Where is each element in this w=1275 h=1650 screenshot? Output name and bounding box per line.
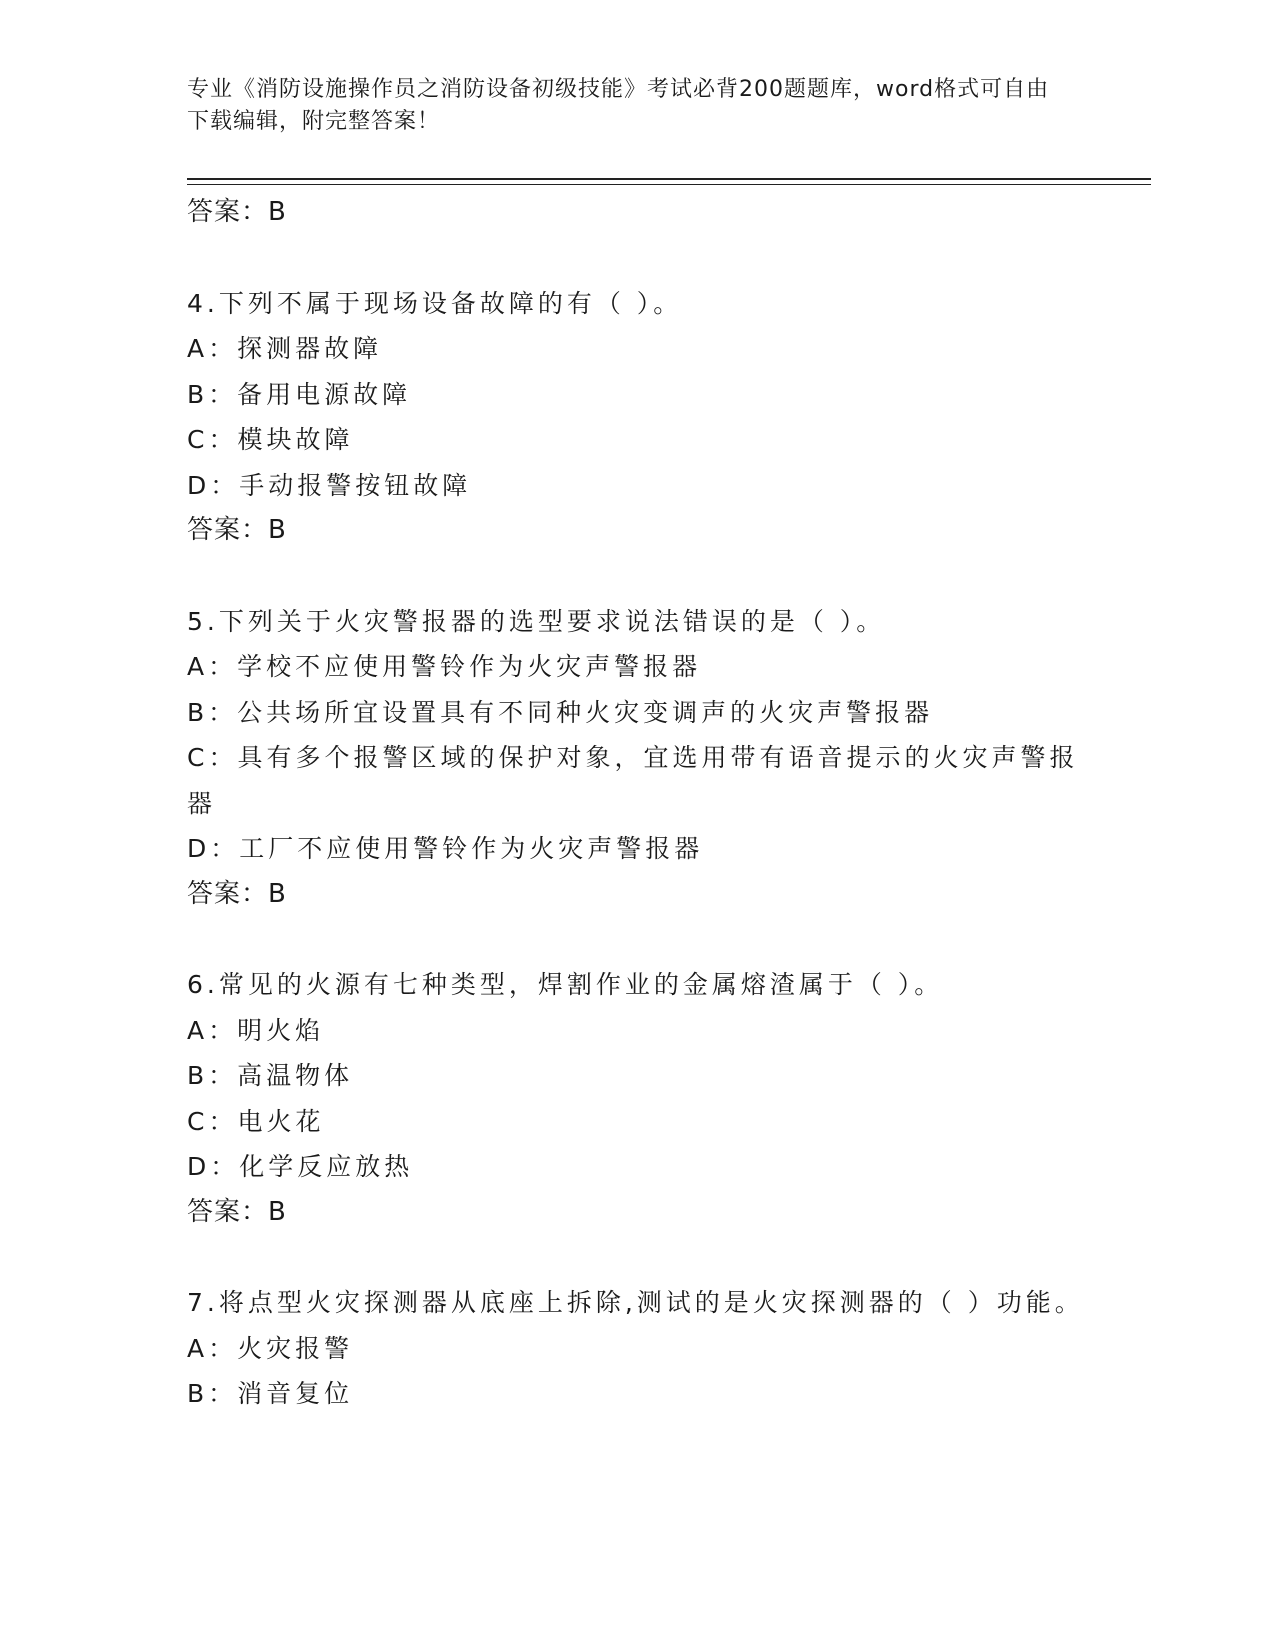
answer-line: 答案：B — [187, 197, 287, 227]
option-c: C：具有多个报警区域的保护对象，宜选用带有语音提示的火灾声警报器 — [187, 743, 1079, 818]
option-c: C：电火花 — [187, 1106, 325, 1136]
option-d: D：化学反应放热 — [187, 1152, 414, 1181]
question-5 — [187, 599, 1087, 918]
option-a: A：学校不应使用警铃作为火灾声警报器 — [187, 652, 702, 681]
question-stem: 7.将点型火灾探测器从底座上拆除,测试的是火灾探测器的（ ）功能。 — [187, 1288, 1084, 1317]
option-a: A：明火焰 — [187, 1015, 325, 1045]
question-7 — [187, 1280, 1087, 1417]
option-c: C：模块故障 — [187, 425, 354, 454]
option-a: A：火灾报警 — [187, 1333, 354, 1363]
document-body — [187, 190, 1087, 1417]
question-stem: 4.下列不属于现场设备故障的有（ ）。 — [187, 288, 683, 318]
option-d: D：工厂不应使用警铃作为火灾声警报器 — [187, 834, 704, 863]
option-b: B：消音复位 — [187, 1379, 354, 1408]
option-d: D：手动报警按钮故障 — [187, 470, 472, 500]
answer-line: 答案：B — [187, 515, 287, 545]
option-a: A：探测器故障 — [187, 334, 383, 363]
header-divider — [187, 178, 1151, 185]
question-stem: 6.常见的火源有七种类型，焊割作业的金属熔渣属于（ ）。 — [187, 970, 944, 999]
option-b: B：公共场所宜设置具有不同种火灾变调声的火灾声警报器 — [187, 697, 934, 727]
option-b: B：高温物体 — [187, 1061, 354, 1090]
document-header: 专业《消防设施操作员之消防设备初级技能》考试必背200题题库，word格式可自由下载编辑，附完整答案！ — [187, 77, 1050, 134]
question-4 — [187, 281, 1087, 554]
answer-line: 答案：B — [187, 1196, 287, 1227]
question-stem: 5.下列关于火灾警报器的选型要求说法错误的是（ ）。 — [187, 606, 886, 636]
option-b: B：备用电源故障 — [187, 379, 412, 409]
question-6 — [187, 962, 1087, 1235]
answer-line: 答案：B — [187, 878, 287, 909]
